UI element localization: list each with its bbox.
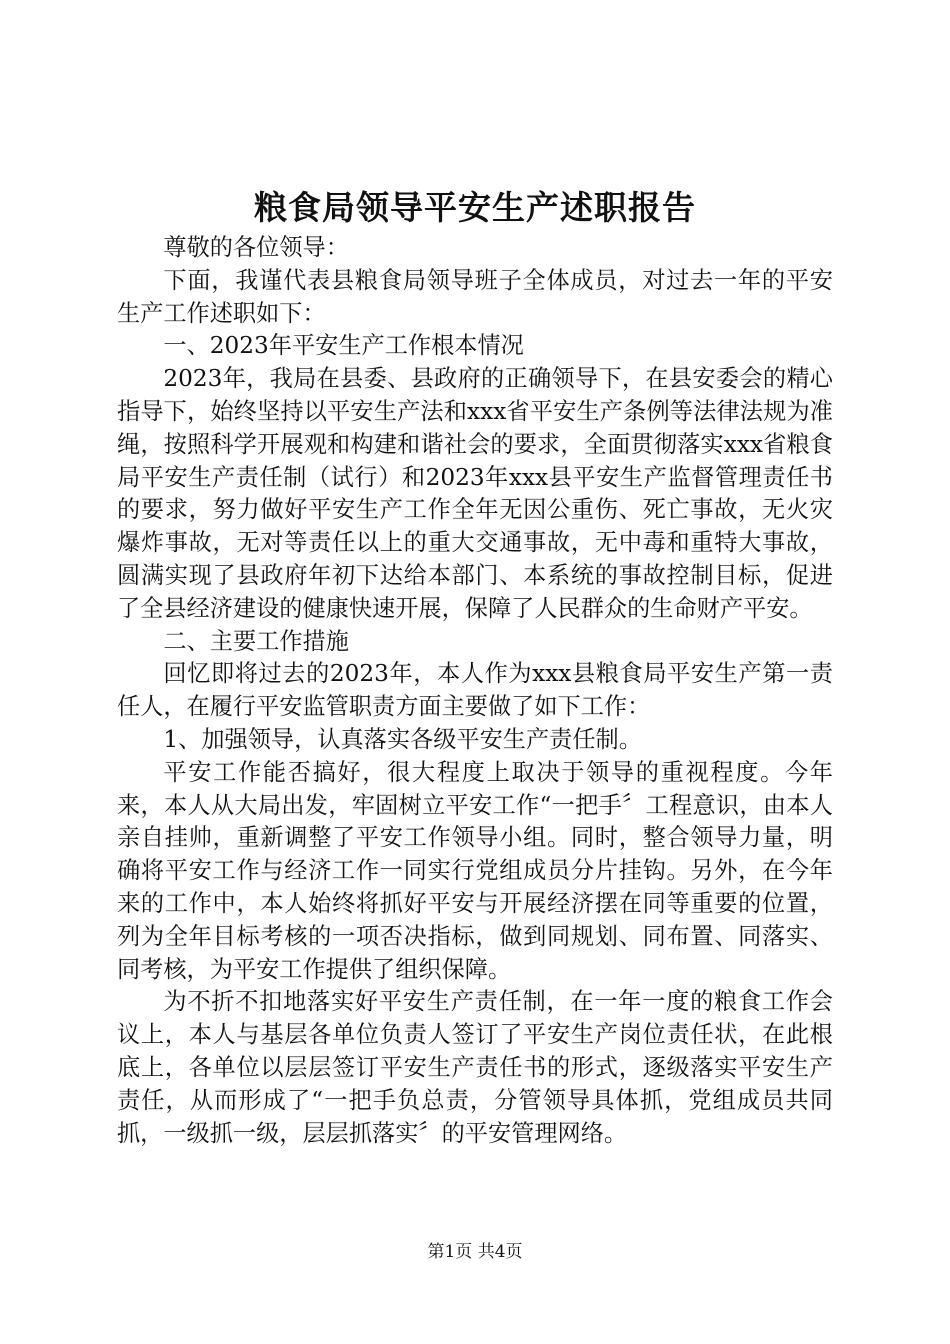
section-heading-1: 一、2023年平安生产工作根本情况 <box>163 332 524 360</box>
section-heading-2: 二、主要工作措施 <box>163 627 349 655</box>
paragraph-basic-situation: 2023年，我局在县委、县政府的正确领导下，在县安委会的精心指导下，始终坚持以平安生产法和xxx省平安生产条例等法律法规为准绳，按照科学开展观和构建和谐社会的要求，全面贯彻落实xxx省粮食局平安生产责任制（试行）和2023年xxx县平安生产监督管理责任书的要求，努力做好平安生产工作全年无因公重伤、死亡事故，无火灾爆炸事故，无对等责任以上的重大交通事故，无中毒和重特大事故，圆满实现了县政府年初下达给本部门、本系统的事故控制目标，促进了全县经济建设的健康快速开展，保障了人民群众的生命财产平安。 <box>117 365 833 622</box>
page-number: 第1页 共4页 <box>427 1242 523 1262</box>
paragraph-intro: 下面，我谨代表县粮食局领导班子全体成员，对过去一年的平安生产工作述职如下： <box>117 266 833 327</box>
paragraph-salutation: 尊敬的各位领导： <box>163 234 349 261</box>
paragraph-review: 回忆即将过去的2023年，本人作为xxx县粮食局平安生产第一责任人，在履行平安监管职责方面主要做了如下工作： <box>117 660 833 721</box>
document-body <box>117 232 833 1150</box>
subsection-heading-1: 1、加强领导，认真落实各级平安生产责任制。 <box>163 725 642 753</box>
document-title: 粮食局领导平安生产述职报告 <box>254 188 696 227</box>
paragraph-leadership: 平安工作能否搞好，很大程度上取决于领导的重视程度。今年来，本人从大局出发，牢固树立平安工作“一把手〞工程意识，由本人亲自挂帅，重新调整了平安工作领导小组。同时，整合领导力量，明确将平安工作与经济工作一同实行党组成员分片挂钩。另外，在今年来的工作中，本人始终将抓好平安与开展经济摆在同等重要的位置，列为全年目标考核的一项否决指标，做到同规划、同布置、同落实、同考核，为平安工作提供了组织保障。 <box>117 758 833 983</box>
paragraph-responsibility: 为不折不扣地落实好平安生产责任制，在一年一度的粮食工作会议上，本人与基层各单位负责人签订了平安生产岗位责任状，在此根底上，各单位以层层签订平安生产责任书的形式，逐级落实平安生产责任，从而形成了“一把手负总责，分管领导具体抓，党组成员共同抓，一级抓一级，层层抓落实〞的平安管理网络。 <box>117 988 833 1147</box>
